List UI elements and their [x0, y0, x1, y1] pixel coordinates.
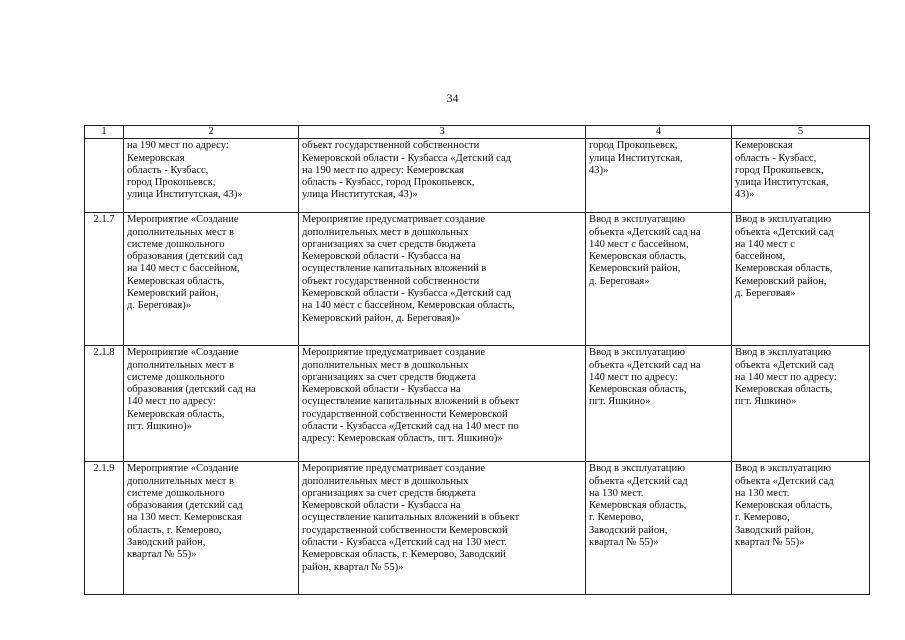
- result-cell: город Прокопьевск, улица Институтская, 43)»: [586, 139, 732, 213]
- result-cell: Ввод в эксплуатацию объекта «Детский сад на 140 мест по адресу: Кемеровская область, пгт. Яшкино»: [586, 346, 732, 462]
- indicator-cell: Ввод в эксплуатацию объекта «Детский сад на 130 мест. Кемеровская область, г. Кемерово, Заводский район, квартал № 55)»: [732, 462, 870, 595]
- indicator-cell: Ввод в эксплуатацию объекта «Детский сад на 140 мест с бассейном, Кемеровская область, Кемеровский район, д. Береговая»: [732, 213, 870, 346]
- column-header: 3: [299, 126, 586, 139]
- row-number: [85, 139, 124, 213]
- column-header: 1: [85, 126, 124, 139]
- measure-name-cell: Мероприятие «Создание дополнительных мест в системе дошкольного образования (детский сад на 140 мест с бассейном, Кемеровская область, Кемеровский район, д. Береговая)»: [124, 213, 299, 346]
- table-header-row: [85, 126, 870, 139]
- table-row: [85, 139, 870, 213]
- column-header: 4: [586, 126, 732, 139]
- measures-table: [84, 125, 870, 595]
- row-number: 2.1.9: [85, 462, 124, 595]
- column-header: 5: [732, 126, 870, 139]
- measure-name-cell: на 190 мест по адресу: Кемеровская область - Кузбасс, город Прокопьевск, улица Институтская, 43)»: [124, 139, 299, 213]
- column-header: 2: [124, 126, 299, 139]
- result-cell: Ввод в эксплуатацию объекта «Детский сад на 140 мест с бассейном, Кемеровская область, Кемеровский район, д. Береговая»: [586, 213, 732, 346]
- page-number: 34: [446, 91, 459, 105]
- measure-description-cell: объект государственной собственности Кемеровской области - Кузбасса «Детский сад на 190 мест по адресу: Кемеровская область - Кузбасс, город Прокопьевск, улица Институтская, 43)»: [299, 139, 586, 213]
- table-row: [85, 213, 870, 346]
- measure-description-cell: Мероприятие предусматривает создание дополнительных мест в дошкольных организациях за счет средств бюджета Кемеровской области - Кузбасса на осуществление капитальных вложений в объект государственной собственности Кемеровской области - Кузбасса «Детский сад на 140 мест по адресу: Кемеровская область, пгт. Яшкино)»: [299, 346, 586, 462]
- table-row: [85, 346, 870, 462]
- measure-name-cell: Мероприятие «Создание дополнительных мест в системе дошкольного образования (детский сад на 140 мест по адресу: Кемеровская область, пгт. Яшкино)»: [124, 346, 299, 462]
- measure-description-cell: Мероприятие предусматривает создание дополнительных мест в дошкольных организациях за счет средств бюджета Кемеровской области - Кузбасса на осуществление капитальных вложений в объект государственной собственности Кемеровской области - Кузбасса «Детский сад на 130 мест. Кемеровская область, г. Кемерово, Заводский район, квартал № 55)»: [299, 462, 586, 595]
- measure-description-cell: Мероприятие предусматривает создание дополнительных мест в дошкольных организациях за счет средств бюджета Кемеровской области - Кузбасса на осуществление капитальных вложений в объект государственной собственности Кемеровской области - Кузбасса «Детский сад на 140 мест с бассейном, Кемеровская область, Кемеровский район, д. Береговая)»: [299, 213, 586, 346]
- row-number: 2.1.8: [85, 346, 124, 462]
- table-row: [85, 462, 870, 595]
- row-number: 2.1.7: [85, 213, 124, 346]
- measure-name-cell: Мероприятие «Создание дополнительных мест в системе дошкольного образования (детский сад на 130 мест. Кемеровская область, г. Кемерово, Заводский район, квартал № 55)»: [124, 462, 299, 595]
- result-cell: Ввод в эксплуатацию объекта «Детский сад на 130 мест. Кемеровская область, г. Кемерово, Заводский район, квартал № 55)»: [586, 462, 732, 595]
- indicator-cell: Кемеровская область - Кузбасс, город Прокопьевск, улица Институтская, 43)»: [732, 139, 870, 213]
- indicator-cell: Ввод в эксплуатацию объекта «Детский сад на 140 мест по адресу: Кемеровская область, пгт. Яшкино»: [732, 346, 870, 462]
